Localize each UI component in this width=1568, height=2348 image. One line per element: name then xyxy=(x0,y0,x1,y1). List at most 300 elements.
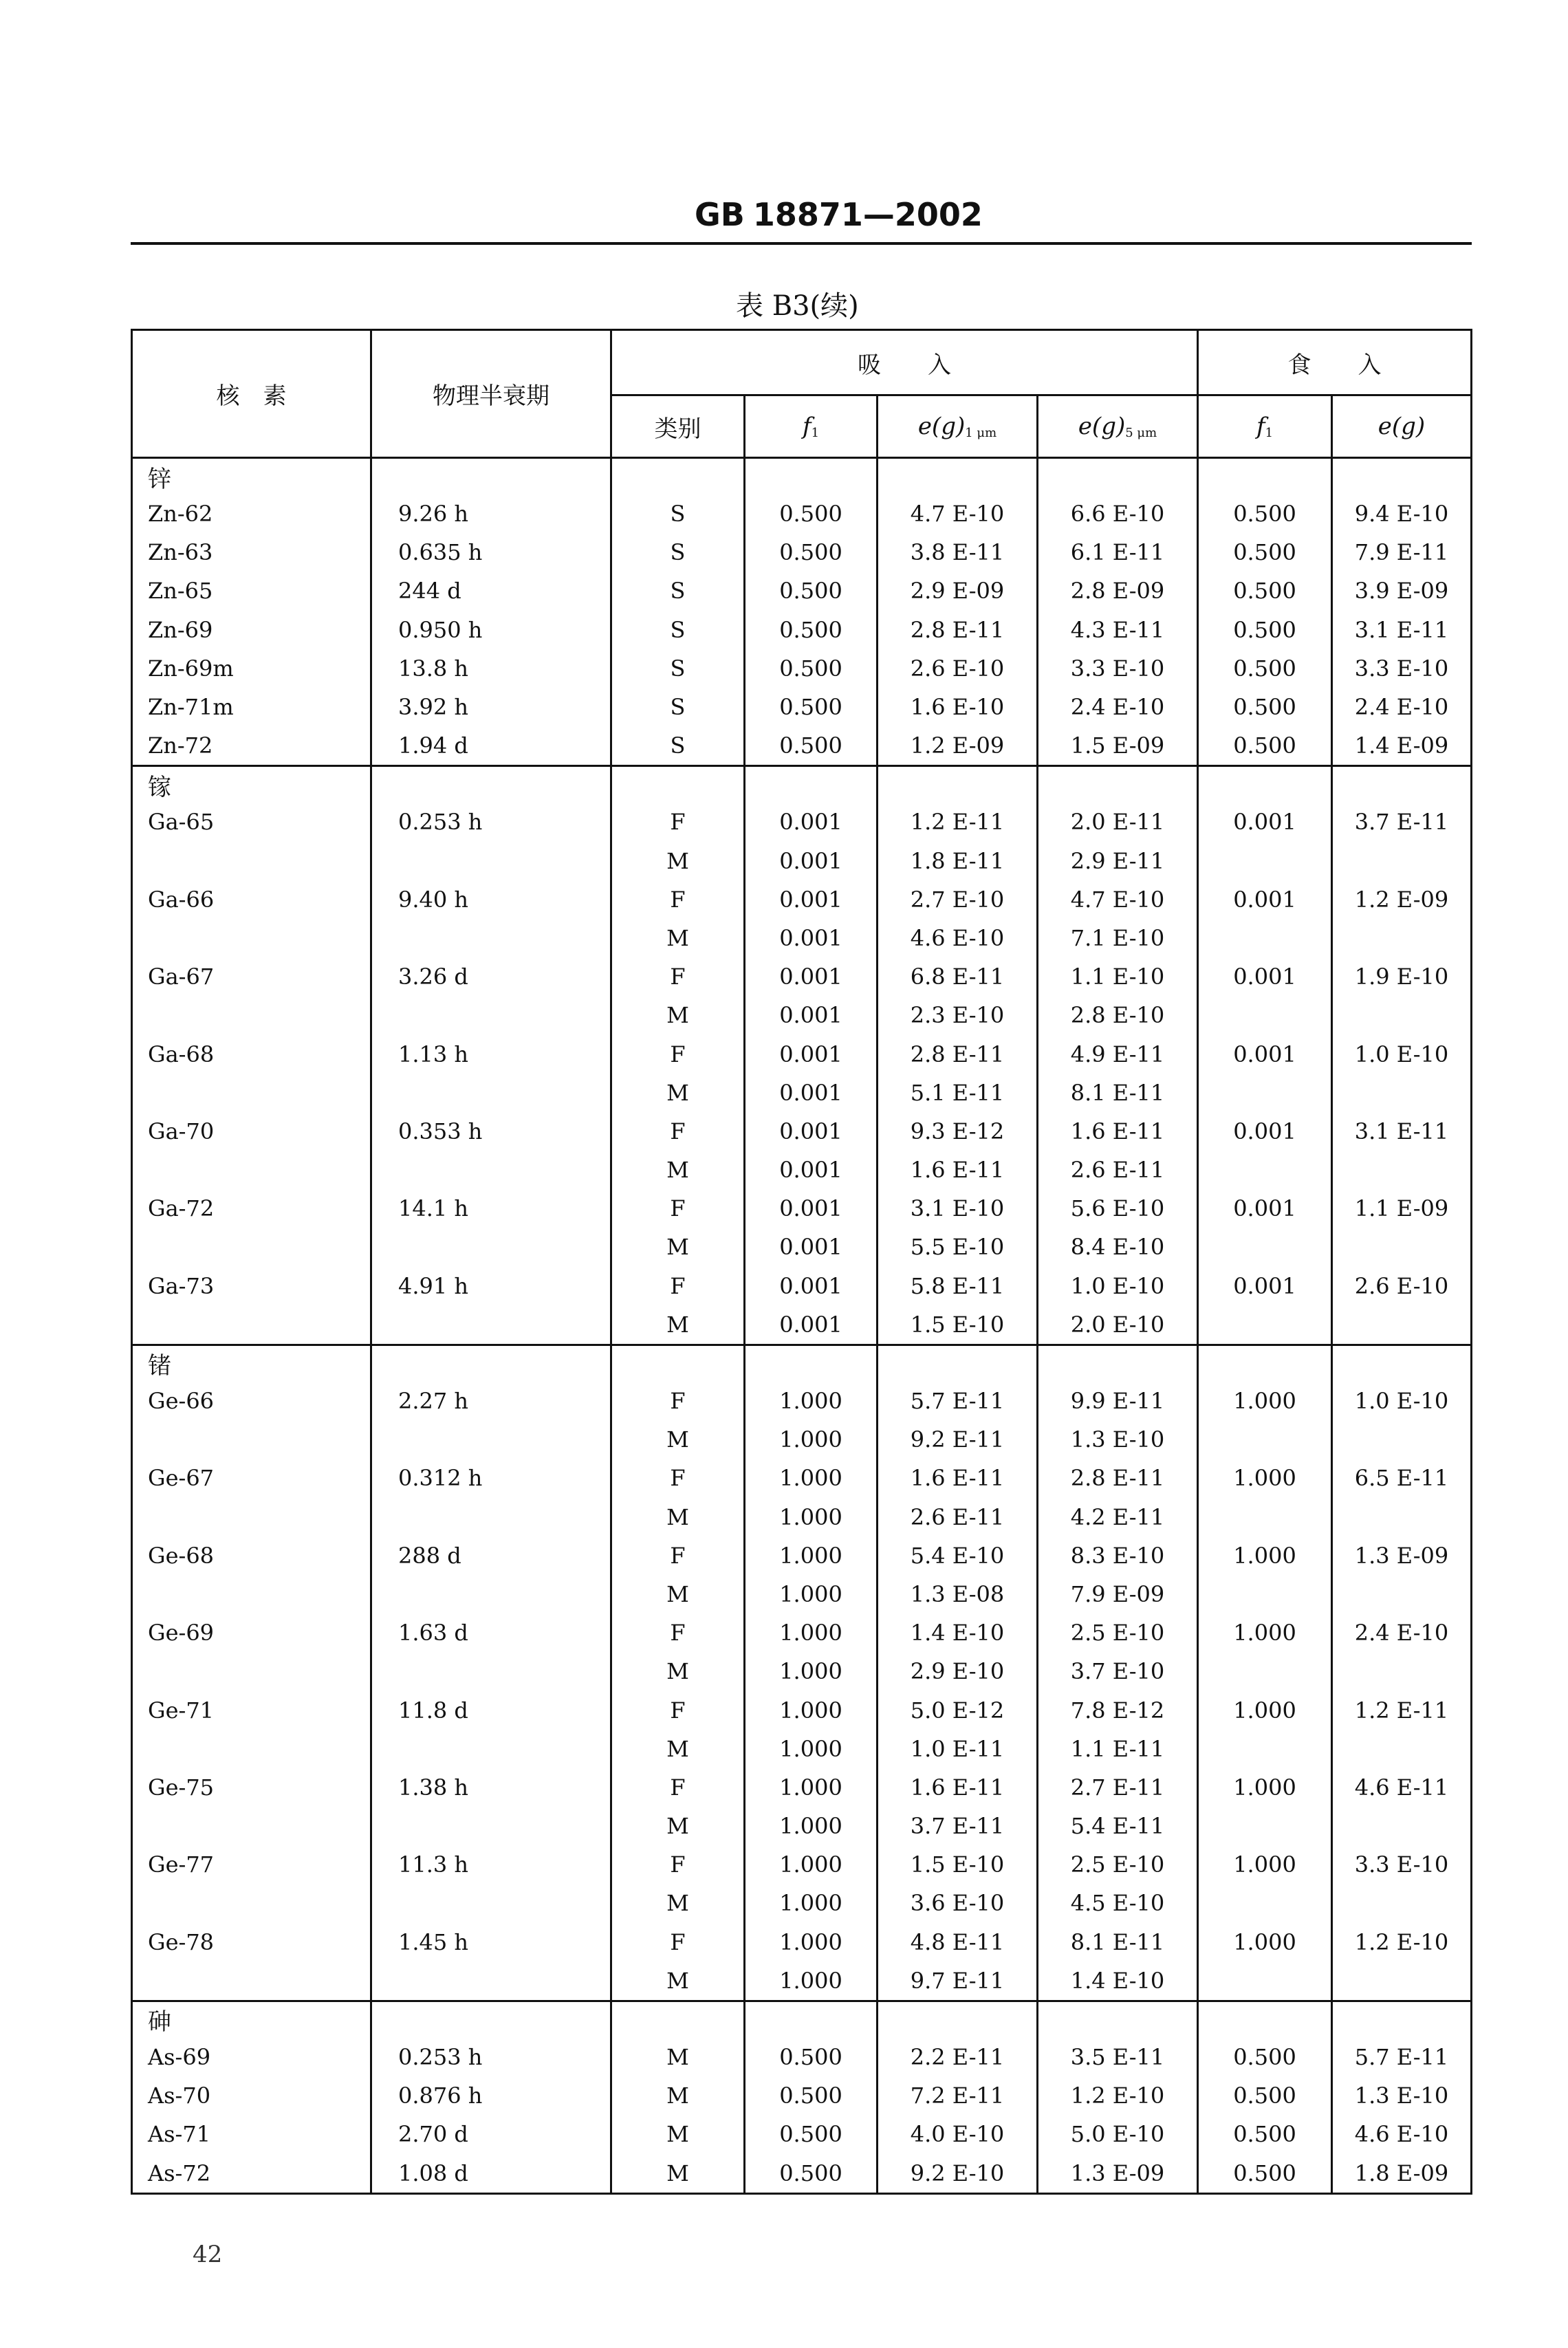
element-group-label: 砷 xyxy=(132,2001,371,2038)
ing-e-cell: 7.9 E-11 xyxy=(1332,533,1472,572)
ing-f1-cell xyxy=(1198,1652,1332,1691)
empty-cell xyxy=(1038,766,1198,803)
e-1um-cell: 5.5 E-10 xyxy=(878,1228,1038,1266)
e-5um-cell: 4.2 E-11 xyxy=(1038,1498,1198,1536)
e-5um-cell: 2.5 E-10 xyxy=(1038,1613,1198,1652)
ing-e-cell: 3.7 E-11 xyxy=(1332,803,1472,841)
type-cell: M xyxy=(611,919,745,957)
nuclide-cell: Ge-69 xyxy=(132,1613,371,1652)
type-cell: M xyxy=(611,1652,745,1691)
table-row xyxy=(132,726,1472,766)
half-life-cell xyxy=(371,1575,611,1613)
ing-e-cell xyxy=(1332,842,1472,880)
e-5um-cell: 1.0 E-10 xyxy=(1038,1267,1198,1305)
table-row xyxy=(132,957,1472,996)
ing-f1-cell: 0.500 xyxy=(1198,726,1332,766)
e-5um-cell: 8.1 E-11 xyxy=(1038,1923,1198,1961)
ing-f1-cell: 1.000 xyxy=(1198,1691,1332,1729)
table-row xyxy=(132,688,1472,726)
nuclide-cell xyxy=(132,1305,371,1345)
inh-f1-cell: 0.500 xyxy=(745,649,878,688)
half-life-cell: 14.1 h xyxy=(371,1189,611,1228)
type-cell: M xyxy=(611,2154,745,2194)
type-cell: F xyxy=(611,880,745,919)
table-body xyxy=(132,458,1472,2194)
half-life-cell: 11.3 h xyxy=(371,1845,611,1884)
e-1um-cell: 5.8 E-11 xyxy=(878,1267,1038,1305)
nuclide-cell: Ge-66 xyxy=(132,1382,371,1420)
table-row xyxy=(132,1267,1472,1305)
group-row xyxy=(132,766,1472,803)
ing-f1-cell xyxy=(1198,1730,1332,1768)
inh-f1-cell: 0.001 xyxy=(745,957,878,996)
nuclide-cell xyxy=(132,842,371,880)
e-1um-cell: 1.2 E-11 xyxy=(878,803,1038,841)
empty-cell xyxy=(611,2001,745,2038)
table-row xyxy=(132,1884,1472,1922)
e-5um-cell: 7.8 E-12 xyxy=(1038,1691,1198,1729)
ing-e-cell: 2.4 E-10 xyxy=(1332,688,1472,726)
half-life-cell: 9.40 h xyxy=(371,880,611,919)
e-1um-cell: 4.7 E-10 xyxy=(878,494,1038,533)
ing-f1-cell: 0.500 xyxy=(1198,649,1332,688)
ing-f1-cell: 0.500 xyxy=(1198,572,1332,610)
ing-f1-cell xyxy=(1198,1420,1332,1459)
half-life-cell xyxy=(371,842,611,880)
type-cell: F xyxy=(611,1382,745,1420)
e-5um-cell: 2.0 E-11 xyxy=(1038,803,1198,841)
half-life-cell: 1.94 d xyxy=(371,726,611,766)
ing-f1-cell: 0.500 xyxy=(1198,2038,1332,2076)
nuclide-cell: Ge-67 xyxy=(132,1459,371,1497)
e-1um-cell: 5.0 E-12 xyxy=(878,1691,1038,1729)
inh-f1-cell: 0.500 xyxy=(745,2115,878,2153)
e-5um-cell: 2.6 E-11 xyxy=(1038,1151,1198,1189)
ing-f1-cell: 0.001 xyxy=(1198,803,1332,841)
e-1um-cell: 6.8 E-11 xyxy=(878,957,1038,996)
table-row xyxy=(132,1112,1472,1151)
e-1um-cell: 1.2 E-09 xyxy=(878,726,1038,766)
table-row xyxy=(132,2115,1472,2153)
empty-cell xyxy=(1038,458,1198,495)
inh-f1-cell: 1.000 xyxy=(745,1536,878,1575)
ing-e-cell xyxy=(1332,1498,1472,1536)
e-1um-cell: 1.3 E-08 xyxy=(878,1575,1038,1613)
type-cell: M xyxy=(611,2076,745,2115)
ing-f1-cell: 0.500 xyxy=(1198,611,1332,649)
half-life-cell: 244 d xyxy=(371,572,611,610)
ing-e-cell xyxy=(1332,919,1472,957)
inh-f1-cell: 1.000 xyxy=(745,1382,878,1420)
ing-e-cell: 1.3 E-10 xyxy=(1332,2076,1472,2115)
ing-e-cell: 1.0 E-10 xyxy=(1332,1034,1472,1073)
type-cell: F xyxy=(611,1768,745,1807)
type-cell: F xyxy=(611,1459,745,1497)
half-life-cell xyxy=(371,1151,611,1189)
inh-f1-cell: 0.500 xyxy=(745,688,878,726)
half-life-cell: 1.63 d xyxy=(371,1613,611,1652)
ing-f1-cell: 0.500 xyxy=(1198,2154,1332,2194)
half-life-cell: 0.353 h xyxy=(371,1112,611,1151)
ing-f1-cell: 0.500 xyxy=(1198,2076,1332,2115)
ing-f1-cell xyxy=(1198,1807,1332,1845)
inh-f1-cell: 1.000 xyxy=(745,1459,878,1497)
e-5um-cell: 8.3 E-10 xyxy=(1038,1536,1198,1575)
ing-f1-cell xyxy=(1198,1305,1332,1345)
half-life-cell xyxy=(371,1074,611,1112)
e-1um-cell: 9.2 E-10 xyxy=(878,2154,1038,2194)
type-cell: M xyxy=(611,1151,745,1189)
empty-cell xyxy=(1332,1345,1472,1382)
half-life-cell: 1.13 h xyxy=(371,1034,611,1073)
inh-f1-cell: 0.001 xyxy=(745,880,878,919)
inh-f1-cell: 1.000 xyxy=(745,1652,878,1691)
ing-f1-cell xyxy=(1198,1074,1332,1112)
e-1um-cell: 5.7 E-11 xyxy=(878,1382,1038,1420)
e-1um-cell: 3.8 E-11 xyxy=(878,533,1038,572)
ing-e-cell: 1.0 E-10 xyxy=(1332,1382,1472,1420)
e-5um-cell: 6.6 E-10 xyxy=(1038,494,1198,533)
empty-cell xyxy=(371,458,611,495)
e-5um-cell: 7.9 E-09 xyxy=(1038,1575,1198,1613)
e-5um-cell: 6.1 E-11 xyxy=(1038,533,1198,572)
empty-cell xyxy=(1332,766,1472,803)
inh-f1-cell: 1.000 xyxy=(745,1768,878,1807)
e-5um-cell: 2.8 E-11 xyxy=(1038,1459,1198,1497)
f-symbol: f xyxy=(802,413,812,440)
nuclide-cell xyxy=(132,1151,371,1189)
nuclide-cell xyxy=(132,919,371,957)
ing-f1-cell: 1.000 xyxy=(1198,1459,1332,1497)
e-1um-cell: 2.9 E-09 xyxy=(878,572,1038,610)
inh-f1-cell: 0.500 xyxy=(745,2154,878,2194)
table-row xyxy=(132,842,1472,880)
e-5um-cell: 7.1 E-10 xyxy=(1038,919,1198,957)
type-cell: F xyxy=(611,1845,745,1884)
nuclide-cell: Zn-69m xyxy=(132,649,371,688)
inh-f1-cell: 0.001 xyxy=(745,1074,878,1112)
ing-e-cell xyxy=(1332,1730,1472,1768)
inh-f1-cell: 1.000 xyxy=(745,1923,878,1961)
e-5um-cell: 5.0 E-10 xyxy=(1038,2115,1198,2153)
table-row xyxy=(132,1961,1472,2001)
ing-f1-cell xyxy=(1198,919,1332,957)
table-row xyxy=(132,1652,1472,1691)
e-5um-cell: 3.5 E-11 xyxy=(1038,2038,1198,2076)
table-row xyxy=(132,494,1472,533)
header-rule xyxy=(131,242,1472,245)
ing-f1-cell xyxy=(1198,842,1332,880)
ing-f1-cell: 1.000 xyxy=(1198,1613,1332,1652)
table-container xyxy=(131,329,1472,2195)
e-1um-cell: 4.6 E-10 xyxy=(878,919,1038,957)
inh-f1-cell: 0.001 xyxy=(745,919,878,957)
type-cell: M xyxy=(611,1884,745,1922)
type-cell: S xyxy=(611,688,745,726)
type-cell: F xyxy=(611,1613,745,1652)
type-cell: F xyxy=(611,1034,745,1073)
nuclide-cell: Ga-70 xyxy=(132,1112,371,1151)
e-5um-cell: 2.8 E-10 xyxy=(1038,996,1198,1034)
empty-cell xyxy=(745,458,878,495)
empty-cell xyxy=(371,766,611,803)
type-cell: M xyxy=(611,2115,745,2153)
nuclide-cell: Zn-69 xyxy=(132,611,371,649)
half-life-cell xyxy=(371,1305,611,1345)
ing-f1-cell xyxy=(1198,1498,1332,1536)
col-e-1um xyxy=(878,395,1038,458)
table-row xyxy=(132,1845,1472,1884)
e-5um-cell: 8.1 E-11 xyxy=(1038,1074,1198,1112)
type-cell: F xyxy=(611,1691,745,1729)
nuclide-cell: As-72 xyxy=(132,2154,371,2194)
nuclide-cell: Ge-78 xyxy=(132,1923,371,1961)
type-cell: F xyxy=(611,1923,745,1961)
empty-cell xyxy=(878,766,1038,803)
e-5um-cell: 2.7 E-11 xyxy=(1038,1768,1198,1807)
ing-e-cell xyxy=(1332,1884,1472,1922)
ing-e-cell: 2.6 E-10 xyxy=(1332,1267,1472,1305)
half-life-cell: 9.26 h xyxy=(371,494,611,533)
table-row xyxy=(132,1807,1472,1845)
nuclide-cell: Ga-65 xyxy=(132,803,371,841)
ing-e-cell: 3.3 E-10 xyxy=(1332,649,1472,688)
ing-e-cell: 3.9 E-09 xyxy=(1332,572,1472,610)
col-nuclide: 核 素 xyxy=(132,330,371,458)
e-1um-cell: 1.0 E-11 xyxy=(878,1730,1038,1768)
ing-e-cell: 5.7 E-11 xyxy=(1332,2038,1472,2076)
empty-cell xyxy=(611,766,745,803)
inh-f1-cell: 0.001 xyxy=(745,1034,878,1073)
table-caption: 表 B3(续) xyxy=(736,290,859,322)
ing-e-cell: 1.1 E-09 xyxy=(1332,1189,1472,1228)
empty-cell xyxy=(1198,2001,1332,2038)
f-symbol: f xyxy=(1256,413,1265,440)
type-cell: M xyxy=(611,1730,745,1768)
group-row xyxy=(132,2001,1472,2038)
e-1um-cell: 2.8 E-11 xyxy=(878,611,1038,649)
type-cell: M xyxy=(611,1305,745,1345)
e-1um-cell: 2.9 E-10 xyxy=(878,1652,1038,1691)
half-life-cell: 0.950 h xyxy=(371,611,611,649)
e-1um-cell: 1.5 E-10 xyxy=(878,1845,1038,1884)
empty-cell xyxy=(878,458,1038,495)
table-row xyxy=(132,880,1472,919)
type-cell: S xyxy=(611,494,745,533)
e-5um-cell: 8.4 E-10 xyxy=(1038,1228,1198,1266)
e-1um-cell: 1.6 E-11 xyxy=(878,1459,1038,1497)
inh-f1-cell: 1.000 xyxy=(745,1884,878,1922)
ing-f1-cell: 1.000 xyxy=(1198,1536,1332,1575)
table-row xyxy=(132,611,1472,649)
ing-e-cell xyxy=(1332,1420,1472,1459)
ing-e-cell xyxy=(1332,1575,1472,1613)
e-1um-cell: 3.7 E-11 xyxy=(878,1807,1038,1845)
e-1um-cell: 1.6 E-11 xyxy=(878,1151,1038,1189)
inh-f1-cell: 0.500 xyxy=(745,2038,878,2076)
table-row xyxy=(132,1151,1472,1189)
inh-f1-cell: 0.001 xyxy=(745,1228,878,1266)
nuclide-cell: Ga-73 xyxy=(132,1267,371,1305)
type-cell: M xyxy=(611,2038,745,2076)
col-e-5um xyxy=(1038,395,1198,458)
half-life-cell: 0.253 h xyxy=(371,2038,611,2076)
e-1um-cell: 7.2 E-11 xyxy=(878,2076,1038,2115)
inh-f1-cell: 0.001 xyxy=(745,1151,878,1189)
empty-cell xyxy=(1332,2001,1472,2038)
e-5um-cell: 2.0 E-10 xyxy=(1038,1305,1198,1345)
inh-f1-cell: 1.000 xyxy=(745,1420,878,1459)
nuclide-cell xyxy=(132,1420,371,1459)
half-life-cell: 0.253 h xyxy=(371,803,611,841)
inh-f1-cell: 0.001 xyxy=(745,842,878,880)
nuclide-cell xyxy=(132,1961,371,2001)
inh-f1-cell: 0.001 xyxy=(745,996,878,1034)
e-5um-cell: 1.1 E-11 xyxy=(1038,1730,1198,1768)
ing-f1-cell: 0.001 xyxy=(1198,1189,1332,1228)
e-5um-subscript: 5 μm xyxy=(1125,426,1157,440)
e-5um-cell: 2.8 E-09 xyxy=(1038,572,1198,610)
e-1um-cell: 5.4 E-10 xyxy=(878,1536,1038,1575)
nuclide-cell: Ge-77 xyxy=(132,1845,371,1884)
half-life-cell xyxy=(371,1961,611,2001)
e-1um-cell: 2.6 E-11 xyxy=(878,1498,1038,1536)
e-5um-cell: 5.6 E-10 xyxy=(1038,1189,1198,1228)
nuclide-cell xyxy=(132,1074,371,1112)
empty-cell xyxy=(371,2001,611,2038)
table-row xyxy=(132,1536,1472,1575)
inh-f1-cell: 1.000 xyxy=(745,1845,878,1884)
e-5um-cell: 3.7 E-10 xyxy=(1038,1652,1198,1691)
table-row xyxy=(132,1730,1472,1768)
half-life-cell xyxy=(371,1807,611,1845)
e-1um-cell: 5.1 E-11 xyxy=(878,1074,1038,1112)
ing-f1-cell xyxy=(1198,1151,1332,1189)
empty-cell xyxy=(878,2001,1038,2038)
half-life-cell: 288 d xyxy=(371,1536,611,1575)
nuclide-cell xyxy=(132,996,371,1034)
type-cell: S xyxy=(611,572,745,610)
col-ingestion: 食 入 xyxy=(1198,330,1472,395)
table-row xyxy=(132,2076,1472,2115)
e-5um-cell: 1.6 E-11 xyxy=(1038,1112,1198,1151)
table-row xyxy=(132,803,1472,841)
group-row xyxy=(132,1345,1472,1382)
element-group-label: 锌 xyxy=(132,458,371,495)
group-row xyxy=(132,458,1472,495)
type-cell: M xyxy=(611,1498,745,1536)
col-ing-f1 xyxy=(1198,395,1332,458)
e-5um-cell: 2.5 E-10 xyxy=(1038,1845,1198,1884)
inh-f1-cell: 0.500 xyxy=(745,494,878,533)
ing-e-cell xyxy=(1332,1807,1472,1845)
type-cell: M xyxy=(611,996,745,1034)
table-row xyxy=(132,1459,1472,1497)
e-5um-cell: 1.5 E-09 xyxy=(1038,726,1198,766)
ing-e-cell: 1.3 E-09 xyxy=(1332,1536,1472,1575)
half-life-cell xyxy=(371,1652,611,1691)
type-cell: M xyxy=(611,1074,745,1112)
half-life-cell: 2.27 h xyxy=(371,1382,611,1420)
type-cell: M xyxy=(611,1228,745,1266)
ing-e-cell: 6.5 E-11 xyxy=(1332,1459,1472,1497)
ing-e-cell: 1.2 E-10 xyxy=(1332,1923,1472,1961)
inh-f1-cell: 1.000 xyxy=(745,1613,878,1652)
ing-f1-cell xyxy=(1198,1228,1332,1266)
table-row xyxy=(132,533,1472,572)
nuclide-cell xyxy=(132,1228,371,1266)
nuclide-cell: Ge-75 xyxy=(132,1768,371,1807)
standard-prefix: GB xyxy=(695,196,745,233)
ing-f1-cell: 1.000 xyxy=(1198,1845,1332,1884)
e-5um-cell: 5.4 E-11 xyxy=(1038,1807,1198,1845)
nuclide-cell xyxy=(132,1730,371,1768)
ing-f1-cell: 0.500 xyxy=(1198,2115,1332,2153)
half-life-cell: 1.38 h xyxy=(371,1768,611,1807)
ing-e-cell xyxy=(1332,1151,1472,1189)
nuclide-cell: Zn-71m xyxy=(132,688,371,726)
empty-cell xyxy=(1038,1345,1198,1382)
empty-cell xyxy=(878,1345,1038,1382)
table-row xyxy=(132,1382,1472,1420)
e-5um-cell: 2.9 E-11 xyxy=(1038,842,1198,880)
e-1um-cell: 2.6 E-10 xyxy=(878,649,1038,688)
nuclide-cell: Ga-67 xyxy=(132,957,371,996)
e-5um-cell: 9.9 E-11 xyxy=(1038,1382,1198,1420)
ing-e-cell: 3.1 E-11 xyxy=(1332,1112,1472,1151)
ing-e-cell xyxy=(1332,996,1472,1034)
type-cell: S xyxy=(611,649,745,688)
ing-f1-cell: 0.500 xyxy=(1198,688,1332,726)
e-5um-cell: 1.3 E-09 xyxy=(1038,2154,1198,2194)
empty-cell xyxy=(611,458,745,495)
inh-f1-cell: 1.000 xyxy=(745,1807,878,1845)
col-ing-e xyxy=(1332,395,1472,458)
table-row xyxy=(132,1691,1472,1729)
half-life-cell xyxy=(371,1420,611,1459)
nuclide-cell: Ge-71 xyxy=(132,1691,371,1729)
type-cell: F xyxy=(611,1536,745,1575)
col-type: 类别 xyxy=(611,395,745,458)
inh-f1-cell: 0.500 xyxy=(745,726,878,766)
ing-e-cell xyxy=(1332,1652,1472,1691)
inh-f1-cell: 0.500 xyxy=(745,611,878,649)
inh-f1-cell: 1.000 xyxy=(745,1730,878,1768)
page-number: 42 xyxy=(193,2241,223,2268)
nuclide-cell: As-70 xyxy=(132,2076,371,2115)
ing-e-cell: 3.1 E-11 xyxy=(1332,611,1472,649)
empty-cell xyxy=(1332,458,1472,495)
ing-e-cell: 1.9 E-10 xyxy=(1332,957,1472,996)
table-row xyxy=(132,1498,1472,1536)
e-5um-cell: 2.4 E-10 xyxy=(1038,688,1198,726)
empty-cell xyxy=(371,1345,611,1382)
table-row xyxy=(132,1305,1472,1345)
inh-f1-cell: 1.000 xyxy=(745,1498,878,1536)
ing-e-cell: 1.2 E-09 xyxy=(1332,880,1472,919)
nuclide-cell xyxy=(132,1884,371,1922)
e-1um-cell: 9.2 E-11 xyxy=(878,1420,1038,1459)
f-subscript: 1 xyxy=(811,426,820,440)
table-row xyxy=(132,996,1472,1034)
half-life-cell: 4.91 h xyxy=(371,1267,611,1305)
ing-e-cell: 3.3 E-10 xyxy=(1332,1845,1472,1884)
half-life-cell: 1.45 h xyxy=(371,1923,611,1961)
ing-f1-cell: 0.001 xyxy=(1198,880,1332,919)
ing-f1-cell: 1.000 xyxy=(1198,1923,1332,1961)
e-5um-cell: 4.9 E-11 xyxy=(1038,1034,1198,1073)
table-row xyxy=(132,1074,1472,1112)
